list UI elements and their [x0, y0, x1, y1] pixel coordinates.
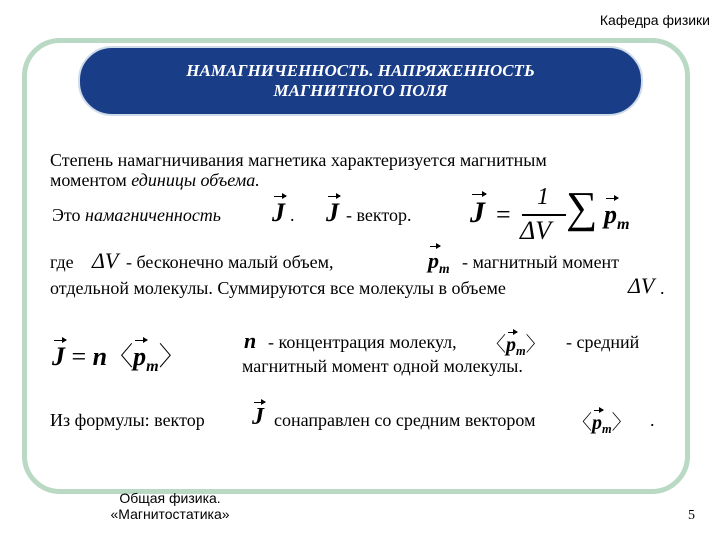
- text-period-3: .: [650, 410, 655, 430]
- paragraph-1-line-2: [50, 170, 260, 191]
- symbol-J-vector-2: J: [326, 198, 339, 227]
- text-magnetic-moment: - магнитный момент: [462, 252, 620, 272]
- symbol-mean-p-m-2: 〈$p_m$〉: [572, 412, 632, 437]
- footer-line-2: «Магнитостатика»: [110, 506, 230, 522]
- text-period-2: .: [660, 278, 665, 298]
- title-banner: [78, 46, 643, 116]
- formula-numerator: 1: [537, 184, 549, 210]
- footer-course: [60, 490, 280, 522]
- title-line-2: МАГНИТНОГО ПОЛЯ: [273, 81, 448, 100]
- formula-p-m: $p_m$: [604, 200, 630, 233]
- text-moment: моментом: [50, 170, 132, 190]
- footer-line-1: Общая физика.: [119, 490, 221, 506]
- text-infinitesimal-volume: - бесконечно малый объем,: [126, 252, 334, 272]
- paragraph-1-line-1: Степень намагничивания магнетика характеризуется магнитным: [50, 150, 547, 170]
- sum-symbol: ∑: [566, 183, 598, 232]
- symbol-n: n: [244, 328, 257, 353]
- text-codirectional: сонаправлен со средним вектором: [274, 410, 536, 430]
- text-from-formula: Из формулы: вектор: [50, 410, 205, 430]
- text-unit-volume: единицы объема.: [131, 170, 260, 190]
- text-period: .: [290, 205, 295, 225]
- title-line-1: НАМАГНИЧЕННОСТЬ. НАПРЯЖЕННОСТЬ: [186, 61, 535, 80]
- symbol-J-vector: J: [272, 198, 285, 227]
- symbol-delta-V-2: ΔV: [628, 273, 655, 298]
- text-gde: где: [50, 252, 74, 272]
- department-label: Кафедра физики: [599, 12, 710, 28]
- formula-J-n-pm: J = n〈$p_m$〉: [52, 342, 185, 375]
- formula-J-lhs: J: [470, 196, 485, 229]
- symbol-p-m: $p_m$: [428, 248, 450, 276]
- text-magnetization: намагниченность: [85, 205, 221, 225]
- text-mean: - средний: [566, 332, 640, 352]
- symbol-J-vector-3: J: [252, 404, 264, 430]
- formula-equals: =: [496, 200, 511, 229]
- symbol-mean-p-m: 〈$p_m$〉: [486, 334, 546, 359]
- text-separate-molecule: отдельной молекулы. Суммируются все молекулы в объеме: [50, 278, 506, 298]
- magnetization-line: [52, 205, 221, 226]
- text-concentration: - концентрация молекул,: [268, 332, 457, 352]
- formula-denominator: ΔV: [520, 216, 552, 245]
- text-one-molecule-moment: магнитный момент одной молекулы.: [242, 356, 523, 376]
- symbol-delta-V: ΔV: [92, 248, 119, 273]
- text-vector: - вектор.: [346, 205, 412, 225]
- text-eto: Это: [52, 205, 86, 225]
- page-number: 5: [688, 508, 695, 523]
